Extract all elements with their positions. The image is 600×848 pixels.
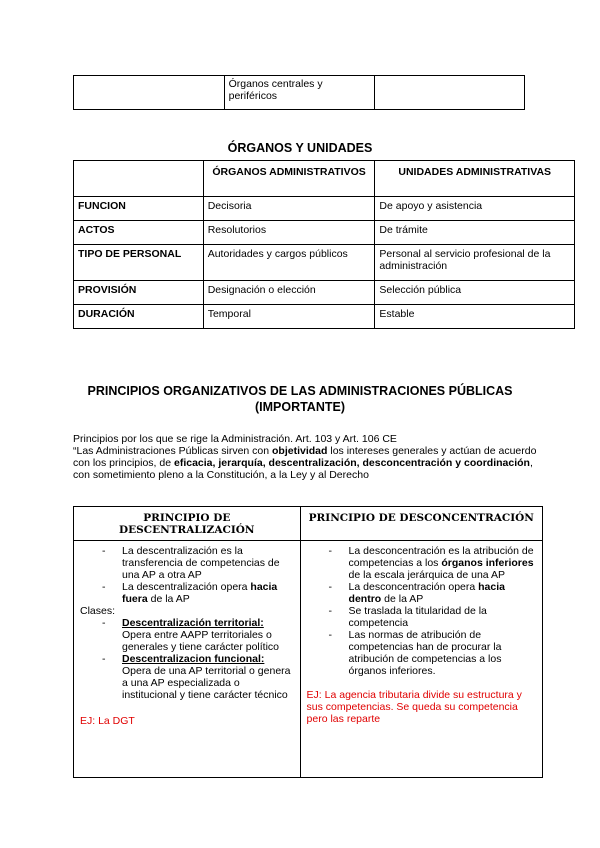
unidades-value: Estable: [375, 305, 575, 329]
text-part: La desconcentración es la atribución de competencias a los: [348, 545, 534, 569]
quote-part: los intereses generales y actúan de acuerdo con los principios, de: [73, 445, 537, 469]
list-item: [307, 581, 536, 605]
list-item: - La descentralización es la transferencia de competencias de una AP a otra AP: [80, 545, 294, 581]
intro-quote: [73, 445, 543, 481]
unidades-value: Personal al servicio profesional de la administración: [375, 245, 575, 281]
quote-bold: eficacia, jerarquía, descentralización, desconcentración y coordinación: [173, 457, 530, 469]
organos-value: Decisoria: [203, 197, 375, 221]
row-label: DURACIÓN: [74, 305, 204, 329]
text-part: de la AP: [381, 593, 424, 605]
table-row: [74, 221, 575, 245]
ou-header-empty: [74, 161, 204, 197]
desconcentracion-list: [307, 545, 536, 677]
organos-value: Designación o elección: [203, 281, 375, 305]
organos-unidades-title: ÓRGANOS Y UNIDADES: [227, 141, 373, 155]
descentralizacion-list: [80, 545, 294, 605]
unidades-value: De apoyo y asistencia: [375, 197, 575, 221]
list-item: - Se traslada la titularidad de la competencia: [307, 605, 536, 629]
organos-value: Temporal: [203, 305, 375, 329]
unidades-value: De trámite: [375, 221, 575, 245]
table-row: [74, 305, 575, 329]
territorial-title: - Descentralización territorial:: [80, 617, 294, 629]
quote-part: , con sometimiento pleno a la Constitución, a la Ley y al Derecho: [73, 457, 533, 481]
text-bold: hacia dentro: [348, 581, 505, 605]
desconcentracion-example: EJ: La agencia tributaria divide su estructura y sus competencias. Se queda su competencia pero las reparte: [306, 689, 522, 725]
text-part: de la escala jerárquica de una AP: [348, 569, 505, 581]
table-row: [74, 245, 575, 281]
ou-header-organos: ÓRGANOS ADMINISTRATIVOS: [203, 161, 375, 197]
table-row: [74, 197, 575, 221]
funcional-text: Opera de una AP territorial o genera a una AP especializada o institucional y tiene carácter técnico: [122, 665, 291, 701]
funcional-title: - Descentralizacion funcional:: [80, 653, 294, 665]
principios-table: [73, 506, 543, 778]
text-bold: hacia fuera: [122, 581, 278, 605]
principios-title-line2: (IMPORTANTE): [254, 400, 346, 414]
organos-unidades-table: [73, 160, 575, 329]
text-part: La descentralización opera: [122, 581, 251, 593]
ou-header-unidades: UNIDADES ADMINISTRATIVAS: [375, 161, 575, 197]
principios-title-line1: PRINCIPIOS ORGANIZATIVOS DE LAS ADMINISTRACIONES PÚBLICAS: [87, 384, 513, 398]
text-bold: órganos inferiores: [441, 557, 534, 569]
text-part: La desconcentración opera: [348, 581, 479, 593]
top-cell-3: [375, 76, 525, 110]
row-label: PROVISIÓN: [74, 281, 204, 305]
descentralizacion-example: EJ: La DGT: [80, 715, 135, 727]
clases-label: Clases:: [80, 605, 116, 617]
text-part: de la AP: [147, 593, 190, 605]
list-item: - Las normas de atribución de competencias han de procurar la atribución de competencias a los órganos inferiores.: [307, 629, 536, 677]
principios-title: [0, 383, 600, 415]
list-item: [307, 545, 536, 581]
header-descentralizacion: PRINCIPIO DE DESCENTRALIZACIÓN: [74, 507, 301, 541]
quote-bold: objetividad: [272, 445, 328, 457]
organos-value: Resolutorios: [203, 221, 375, 245]
row-label: TIPO DE PERSONAL: [74, 245, 204, 281]
territorial-text: Opera entre AAPP territoriales o generales y tiene carácter político: [122, 629, 280, 653]
top-cell-1: [74, 76, 225, 110]
principios-intro: [73, 433, 543, 481]
row-label: ACTOS: [74, 221, 204, 245]
desconcentracion-cell: [300, 541, 542, 778]
organos-value: Autoridades y cargos públicos: [203, 245, 375, 281]
row-label: FUNCION: [74, 197, 204, 221]
quote-part: “Las Administraciones Públicas sirven con: [73, 445, 273, 457]
header-desconcentracion: PRINCIPIO DE DESCONCENTRACIÓN: [300, 507, 542, 541]
descentralizacion-cell: [74, 541, 301, 778]
intro-line: Principios por los que se rige la Administración. Art. 103 y Art. 106 CE: [73, 433, 397, 445]
list-item: [80, 581, 294, 605]
table-row: [74, 281, 575, 305]
top-fragment-table: [73, 75, 525, 110]
top-cell-2: Órganos centrales y periféricos: [224, 76, 375, 110]
unidades-value: Selección pública: [375, 281, 575, 305]
